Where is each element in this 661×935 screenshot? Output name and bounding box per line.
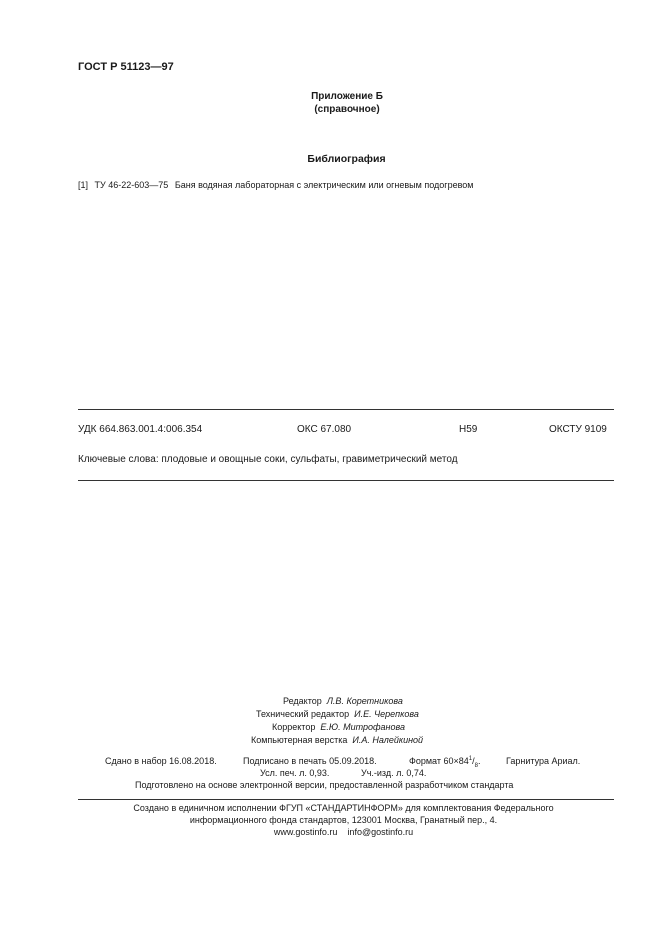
footer-contacts: [0, 827, 661, 837]
credit-layout: [251, 735, 423, 745]
credit-name: Л.В. Коретникова: [326, 696, 403, 706]
entry-text: Баня водяная лабораторная с электрическим или огневым подогревом: [174, 180, 474, 190]
entry-code: ТУ 46-22-603—75: [94, 180, 169, 190]
udk-code: УДК 664.863.001.4:006.354: [78, 424, 203, 435]
credit-role: Корректор: [272, 722, 316, 732]
print-sheets: Усл. печ. л. 0,93.: [260, 768, 330, 778]
format-numerator: 1: [468, 756, 473, 762]
okstu-code: ОКСТУ 9109: [549, 424, 607, 435]
format-prefix: Формат 60×84: [409, 756, 469, 766]
divider-bottom: [78, 799, 614, 800]
typeface: Гарнитура Ариал.: [506, 756, 581, 766]
bibliography-title: Библиография: [307, 153, 386, 165]
divider-top: [78, 409, 614, 410]
credit-tech-editor: [256, 709, 419, 719]
credit-role: Компьютерная верстка: [251, 735, 348, 745]
credit-editor: [283, 696, 403, 706]
submitted-date: Сдано в набор 16.08.2018.: [105, 756, 217, 766]
keywords: Ключевые слова: плодовые и овощные соки, сульфаты, гравиметрический метод: [78, 454, 458, 465]
prepared-note: Подготовлено на основе электронной версии, предоставленной разработчиком стандарта: [135, 780, 514, 790]
annex-type: (справочное): [314, 104, 380, 115]
signed-date: Подписано в печать 05.09.2018.: [243, 756, 377, 766]
group-code: Н59: [459, 424, 478, 435]
divider-middle: [78, 480, 614, 481]
footer-line-1: Создано в единичном исполнении ФГУП «СТАНДАРТИНФОРМ» для комплектования Федерального: [133, 803, 554, 813]
entry-number: [1]: [78, 180, 89, 190]
email-link[interactable]: info@gostinfo.ru: [347, 827, 414, 837]
credit-role: Редактор: [283, 696, 322, 706]
annex-heading: [0, 90, 661, 116]
credit-role: Технический редактор: [256, 709, 350, 719]
bibliography-entry: [78, 180, 477, 190]
edit-sheets: Уч.-изд. л. 0,74.: [361, 768, 427, 778]
credit-corrector: [272, 722, 405, 732]
format-denominator: 8: [474, 762, 478, 769]
credit-name: Е.Ю. Митрофанова: [320, 722, 405, 732]
credit-name: И.А. Налейкиной: [352, 735, 424, 745]
website-link[interactable]: www.gostinfo.ru: [273, 827, 338, 837]
credit-name: И.Е. Черепкова: [354, 709, 419, 719]
annex-title: Приложение Б: [311, 91, 383, 102]
oks-code: ОКС 67.080: [297, 424, 352, 435]
format: Формат $60\times 84^1/_8$.: [409, 756, 481, 769]
footer-line-2: информационного фонда стандартов, 123001 Москва, Гранатный пер., 4.: [189, 815, 498, 825]
standard-number: ГОСТ Р 51123—97: [78, 61, 174, 73]
